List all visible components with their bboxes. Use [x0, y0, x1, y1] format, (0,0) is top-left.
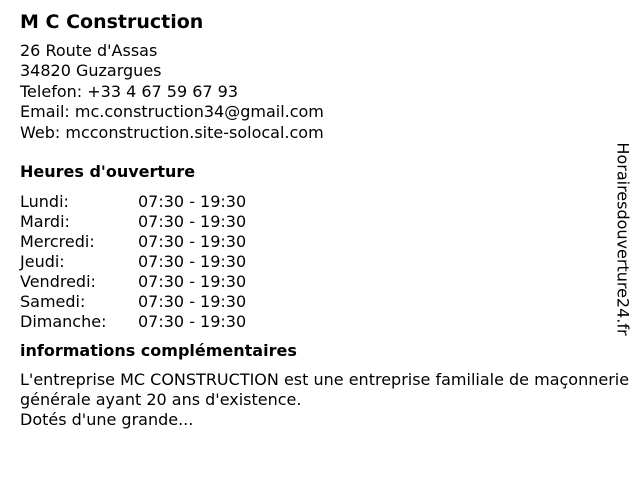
- email-line[interactable]: Email: mc.construction34@gmail.com: [20, 102, 324, 122]
- info-truncated-line: Dotés d'une grande...: [20, 410, 194, 430]
- hours-row-thursday: [20, 252, 630, 272]
- address-street: 26 Route d'Assas: [20, 41, 158, 60]
- address-city: 34820 Guzargues: [20, 61, 162, 81]
- hours-row-saturday: [20, 292, 630, 312]
- day-label: Jeudi:: [20, 252, 65, 272]
- phone-line[interactable]: Telefon: +33 4 67 59 67 93: [20, 81, 239, 101]
- watermark-text: Horairesdouverture24.fr: [614, 142, 634, 336]
- day-label: Dimanche:: [20, 312, 107, 332]
- time-range: 07:30 - 19:30: [138, 292, 247, 312]
- hours-row-wednesday: [20, 232, 630, 252]
- contact-block: [20, 41, 630, 143]
- day-label: Samedi:: [20, 292, 86, 312]
- time-range: 07:30 - 19:30: [138, 232, 247, 252]
- time-range: 07:30 - 19:30: [138, 212, 247, 232]
- opening-hours-table: [20, 192, 630, 332]
- business-card: [20, 10, 630, 430]
- day-label: Mardi:: [20, 212, 70, 232]
- additional-info-text: [20, 370, 632, 430]
- business-name: M C Construction: [20, 11, 204, 33]
- hours-row-tuesday: [20, 212, 630, 232]
- website-line[interactable]: Web: mcconstruction.site-solocal.com: [20, 122, 324, 142]
- hours-row-sunday: [20, 312, 630, 332]
- additional-info-heading: informations complémentaires: [20, 341, 297, 361]
- day-label: Vendredi:: [20, 272, 96, 292]
- hours-row-friday: [20, 272, 630, 292]
- time-range: 07:30 - 19:30: [138, 252, 247, 272]
- time-range: 07:30 - 19:30: [138, 312, 247, 332]
- info-paragraph: L'entreprise MC CONSTRUCTION est une entreprise familiale de maçonnerie générale ayant 20 ans d'existence.: [20, 370, 630, 410]
- site-watermark: [610, 133, 636, 345]
- opening-hours-heading: Heures d'ouverture: [20, 162, 196, 182]
- day-label: Mercredi:: [20, 232, 95, 252]
- time-range: 07:30 - 19:30: [138, 272, 247, 292]
- time-range: 07:30 - 19:30: [138, 192, 247, 212]
- hours-row-monday: [20, 192, 630, 212]
- day-label: Lundi:: [20, 192, 69, 212]
